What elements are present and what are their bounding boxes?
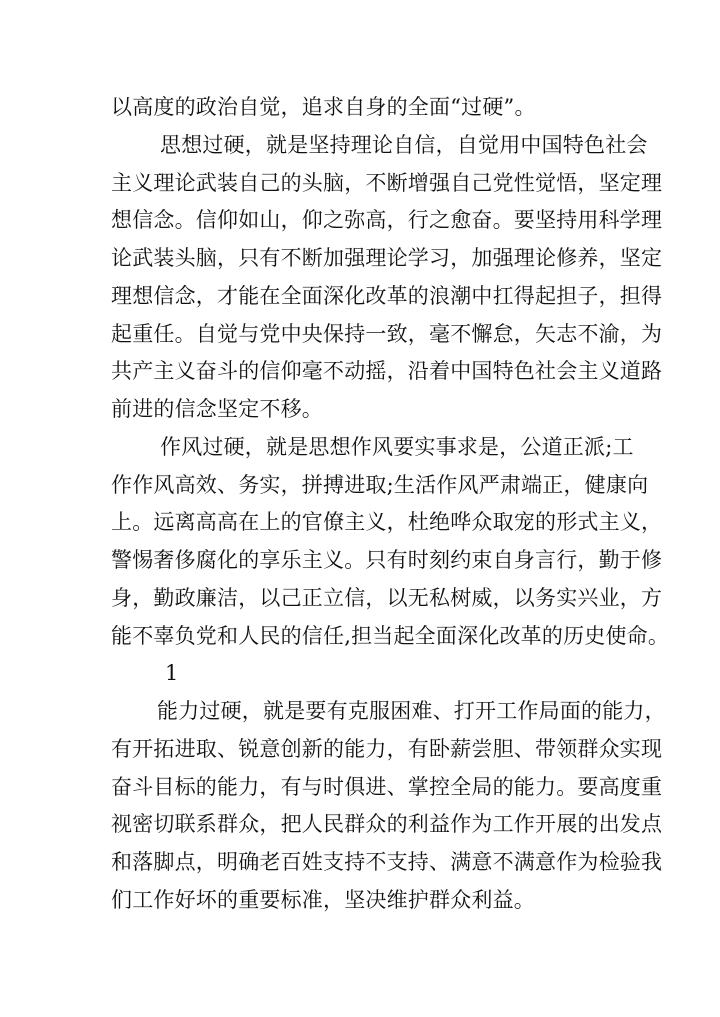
text-line: 作作风高效、务实，拼搏进取;生活作风严肃端正，健康向 [111, 473, 649, 497]
text-line: 以高度的政治自觉，追求自身的全面“过硬”。 [111, 95, 536, 119]
text-line: 能不辜负党和人民的信任,担当起全面深化改革的历史使命。 [111, 624, 670, 648]
text-line: 身，勤政廉洁，以己正立信，以无私树威，以务实兴业，方 [111, 586, 663, 610]
text-line: 警惕奢侈腐化的享乐主义。只有时刻约束自身言行，勤于修 [111, 548, 663, 572]
text-line: 和落脚点，明确老百姓支持不支持、满意不满意作为检验我 [111, 850, 663, 874]
paragraph-start-line: 作风过硬，就是思想作风要实事求是，公道正派;工 [160, 435, 634, 459]
text-line: 上。远离高高在上的官僚主义，杜绝哗众取宠的形式主义， [111, 510, 663, 534]
page-number: 1 [165, 661, 179, 685]
text-line: 主义理论武装自己的头脑，不断增强自己党性觉悟，坚定理 [111, 171, 663, 195]
text-line: 们工作好坏的重要标准，坚决维护群众利益。 [111, 888, 535, 912]
paragraph-start-line: 思想过硬，就是坚持理论自信，自觉用中国特色社会 [160, 133, 648, 157]
paragraph-start-line: 能力过硬，就是要有克服困难、打开工作局面的能力， [157, 699, 666, 723]
text-line: 起重任。自觉与党中央保持一致，毫不懈怠，矢志不渝，为 [111, 322, 663, 346]
text-line: 论武装头脑，只有不断加强理论学习，加强理论修养，坚定 [111, 246, 663, 270]
text-line: 共产主义奋斗的信仰毫不动摇，沿着中国特色社会主义道路 [111, 359, 663, 383]
text-line: 想信念。信仰如山，仰之弥高，行之愈奋。要坚持用科学理 [111, 208, 663, 232]
text-line: 奋斗目标的能力，有与时俱进、掌控全局的能力。要高度重 [111, 775, 663, 799]
text-line: 视密切联系群众，把人民群众的利益作为工作开展的出发点 [111, 812, 663, 836]
text-line: 有开拓进取、锐意创新的能力，有卧薪尝胆、带领群众实现 [111, 737, 663, 761]
text-line: 前进的信念坚定不移。 [111, 397, 323, 421]
text-line: 理想信念，才能在全面深化改革的浪潮中扛得起担子，担得 [111, 284, 663, 308]
